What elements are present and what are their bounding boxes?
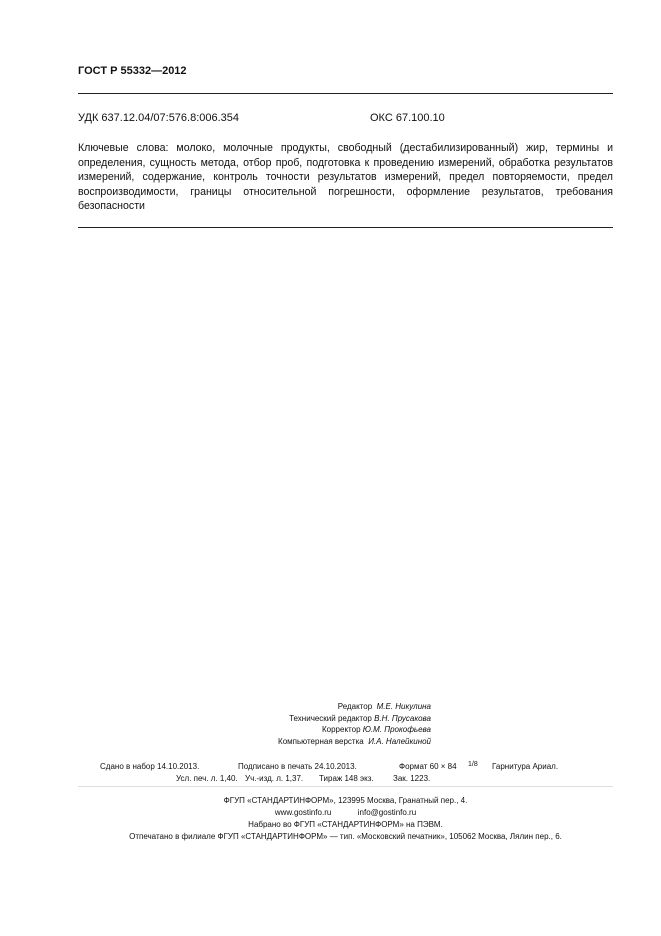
typeset-note: Набрано во ФГУП «СТАНДАРТИНФОРМ» на ПЭВМ.: [248, 820, 443, 829]
submitted-date: Сдано в набор 14.10.2013.: [100, 762, 200, 771]
publisher-sheets: Уч.-изд. л. 1,37.: [245, 774, 304, 783]
credit-layout: Компьютерная верстка И.А. Налейкиной: [278, 736, 431, 746]
paper-format: Формат 60 × 84: [399, 762, 457, 771]
keywords-paragraph: Ключевые слова: молоко, молочные продукты, свободный (дестабилизированный) жир, термины и определения, сущность метода, отбор проб, подготовка к проведению измерений, обработка результатов измерений, содержание, контроль точности результатов измерений, предел повторяемости, предел воспроизводимости, границы относительной погрешности, оформление результатов, требования безопасности: [78, 142, 613, 213]
signed-date: Подписано в печать 24.10.2013.: [238, 762, 357, 771]
header-rule: [78, 93, 613, 94]
footer-rule: [78, 786, 613, 787]
email-address: info@gostinfo.ru: [357, 808, 417, 817]
keywords-rule: [78, 227, 613, 228]
print-run: Тираж 148 экз.: [319, 774, 374, 783]
publisher-address: ФГУП «СТАНДАРТИНФОРМ», 123995 Москва, Гранатный пер., 4.: [223, 796, 468, 805]
contact-row: [78, 808, 613, 817]
order-number: Зак. 1223.: [393, 774, 431, 783]
print-sheets: Усл. печ. л. 1,40.: [176, 774, 238, 783]
website-link: www.gostinfo.ru: [274, 808, 332, 817]
document-code: ГОСТ Р 55332—2012: [78, 65, 187, 77]
printed-note: Отпечатано в филиале ФГУП «СТАНДАРТИНФОРМ» — тип. «Московский печатник», 105062 Москва, Лялин пер., 6.: [129, 832, 562, 841]
credit-tech-editor: Технический редактор В.Н. Прусакова: [289, 713, 431, 723]
credit-editor: Редактор М.Е. Никулина: [337, 702, 431, 711]
credit-proofreader: Корректор Ю.М. Прокофьева: [322, 725, 431, 734]
typeface: Гарнитура Ариал.: [492, 762, 559, 771]
credits-block: [180, 701, 431, 747]
udk-code: УДК 637.12.04/07:576.8:006.354: [78, 112, 240, 124]
format-fraction: 1/8: [468, 761, 478, 768]
oks-code: ОКС 67.100.10: [370, 112, 445, 124]
